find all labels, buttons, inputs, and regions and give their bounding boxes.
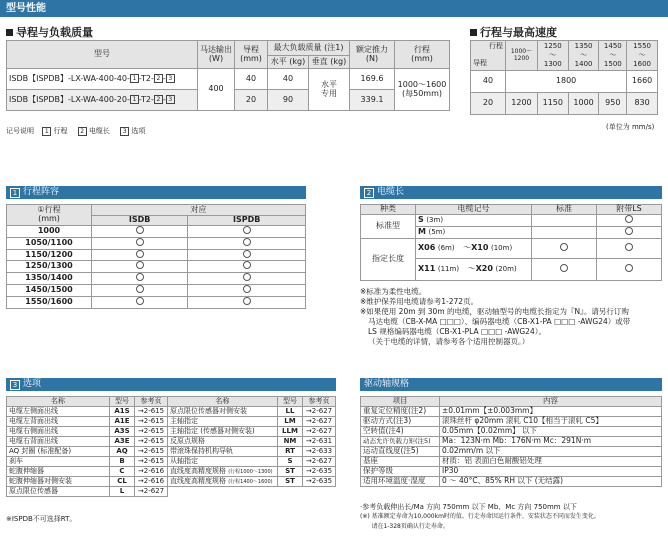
spec-item: 适用环境温度·湿度 (361, 477, 440, 487)
spec-item: 驱动方式(注3) (361, 417, 440, 427)
perf-h-motor: 马达输出 (W) (198, 41, 235, 69)
circle-icon (243, 226, 251, 234)
circle-icon (243, 285, 251, 293)
circle-icon (136, 226, 144, 234)
opt-name: 反原点规格 (168, 437, 278, 447)
speed-heading-text: 行程与最高速度 (480, 26, 557, 39)
stroke-row: 1450/1500 (7, 284, 92, 296)
cable-h-type: 种类 (361, 205, 416, 215)
opt-name: 从轴指定 (168, 457, 278, 467)
opt-code: B (110, 457, 135, 467)
cable-std-label: 标准型 (361, 215, 416, 239)
opt-code: L (110, 487, 135, 497)
opt-page: →2-627 (135, 487, 168, 497)
speed-r2-1: 1150 (537, 93, 568, 115)
stroke-h-isdb: ISDB (92, 216, 188, 226)
opt-name: 电缆右侧面出线 (7, 427, 110, 437)
opt-h-page: 参考页 (303, 397, 336, 407)
cable-h-std: 标准 (532, 205, 597, 215)
opt-page: →2-627 (303, 407, 336, 417)
opt-name: 电缆左背面出线 (7, 417, 110, 427)
spec-item: 重复定位精度(注2) (361, 407, 440, 417)
spec-item: 基座 (361, 457, 440, 467)
opt-name: 刹车 (7, 457, 110, 467)
speed-col-1: 1250 ～ 1300 (537, 41, 568, 71)
stroke-row: 1550/1600 (7, 296, 92, 308)
stroke-row: 1000 (7, 226, 92, 238)
circle-icon (136, 261, 144, 269)
spec-section-header: 驱动轴规格 (360, 378, 662, 391)
stroke-row: 1350/1400 (7, 273, 92, 285)
speed-unit: (单位为 mm/s) (606, 123, 655, 131)
cable-h-ls: 附带LS (597, 205, 662, 215)
opt-code: CL (110, 477, 135, 487)
options-section-header: 3 选项 (6, 378, 336, 391)
speed-r2-0: 1200 (506, 93, 538, 115)
perf-h-model: 型号 (7, 41, 198, 69)
perf-horiz-1: 40 (268, 69, 309, 90)
opt-page: →2-616 (135, 467, 168, 477)
opt-page: →2-616 (135, 477, 168, 487)
opt-page: →2-627 (303, 457, 336, 467)
page-title: 型号性能 (6, 3, 46, 14)
opt-code: S (278, 457, 303, 467)
opt-page: →2-615 (135, 427, 168, 437)
spec-item: 空转值(注4) (361, 427, 440, 437)
opt-code: LL (278, 407, 303, 417)
cable-x11-x20: X11 (11m) ～X20 (20m) (416, 258, 532, 280)
opt-name: AQ 封圈 (标准配备) (7, 447, 110, 457)
stroke-row: 1150/1200 (7, 249, 92, 261)
spec-h-content: 内容 (440, 397, 662, 407)
opt-code: ST (278, 477, 303, 487)
opt-page: →2-615 (135, 407, 168, 417)
spec-item: 动态允许负载力矩(注5) (361, 437, 440, 447)
spec-item: 保护等级 (361, 467, 440, 477)
opt-name: 原点限位传感器对侧安装 (168, 407, 278, 417)
spec-content: 0.02mm/m 以下 (440, 447, 662, 457)
opt-code: C (110, 467, 135, 477)
options-table (6, 396, 336, 497)
opt-code: A1E (110, 417, 135, 427)
circle-icon (625, 227, 633, 235)
spec-content: 0 ～ 40°C、85% RH 以下 (无结露) (440, 477, 662, 487)
page-title-bar (0, 0, 668, 17)
opt-name: 电缆右背面出线 (7, 437, 110, 447)
perf-horiz-2: 90 (268, 90, 309, 111)
opt-name: 直线度高精度规格 (行程1400～1600) (168, 477, 278, 487)
stroke-h-map: 对应 (92, 205, 306, 216)
spec-content: 材质：铝 表面白色耐酸铝处理 (440, 457, 662, 467)
speed-col-4: 1550 ～ 1600 (627, 41, 658, 71)
opt-code: AQ (110, 447, 135, 457)
opt-code: LM (278, 417, 303, 427)
cable-section-header: 2 电缆长 (360, 186, 662, 199)
cable-h-code: 电缆记号 (416, 205, 532, 215)
bullet-square-icon (470, 29, 477, 36)
perf-lead-1: 40 (235, 69, 268, 90)
speed-heading (470, 24, 557, 40)
cable-notes: ※标准为柔性电缆。 ※维护保养用电缆请参考1-272页。 ※如果使用 20m 到 30m 的电缆，驱动轴型号的电缆长指定为『N』。请另行订购 马达电缆（CB-X-MA □□□）、编码器电缆（CB-X1-PA □□□ -AWG24）或带 LS 规格编码器电缆（CB-X1-PLA □□□ -AWG24）。 （关于电缆的详情，请参考各个适用控制器页。） (360, 287, 631, 346)
stroke-section-header: 1 行程阵容 (6, 186, 306, 199)
perf-model-2: ISDB【ISPDB】-LX-WA-400-20- 1 -T2- 2 - 3 (7, 90, 198, 111)
spec-item: 运动直线度(注5) (361, 447, 440, 457)
perf-heading-text: 导程与负载质量 (16, 26, 93, 39)
opt-h-name: 名称 (168, 397, 278, 407)
bullet-square-icon (6, 29, 13, 36)
speed-corner: 行程 导程 (471, 41, 506, 71)
opt-page: →2-615 (135, 457, 168, 467)
perf-h-horiz: 水平 (kg) (268, 56, 309, 69)
circle-icon (136, 297, 144, 305)
perf-h-stroke: 行程 (mm) (395, 41, 450, 69)
opt-code: NM (278, 437, 303, 447)
cable-m: M (5m) (416, 226, 532, 238)
opt-page: →2-627 (303, 427, 336, 437)
cable-spec-label: 指定长度 (361, 238, 416, 280)
circle-icon (560, 264, 568, 272)
cable-x06-x10: X06 (6m) ～X10 (10m) (416, 238, 532, 258)
spec-content: IP30 (440, 467, 662, 477)
circle-icon (136, 250, 144, 258)
perf-stroke: 1000～1600 (每50mm) (395, 69, 450, 111)
perf-model-1: ISDB【ISPDB】-LX-WA-400-40- 1 -T2- 2 - 3 (7, 69, 198, 90)
opt-name: 原点限位传感器 (7, 487, 110, 497)
perf-h-thrust: 额定推力 (N) (350, 41, 395, 69)
spec-content: 滚珠丝杆 φ20mm 滚轧 C10【相当于滚轧 C5】 (440, 417, 662, 427)
opt-code: LLM (278, 427, 303, 437)
speed-col-3: 1450 ～ 1500 (599, 41, 627, 71)
speed-r1-lead: 40 (471, 71, 506, 93)
opt-code: A3S (110, 427, 135, 437)
spec-notes: ·参考负载伸出长/Ma 方向 750mm 以下 Mb、Mc 方向 750mm 以下 (※) 基准额定寿命为10,000km时的值。行走寿命因运行条件、安装状态不同而发生变化。 请在1-328页确认行走寿命。 (360, 503, 600, 530)
perf-vert: 水平 专用 (309, 69, 350, 111)
opt-code: A1S (110, 407, 135, 417)
speed-table (470, 40, 658, 115)
opt-page: →2-615 (135, 417, 168, 427)
circle-icon (243, 261, 251, 269)
speed-col-2: 1350 ～ 1400 (568, 41, 599, 71)
speed-col-0: 1000～ 1200 (506, 41, 538, 71)
stroke-row: 1250/1300 (7, 261, 92, 273)
perf-table (6, 40, 450, 111)
stroke-row: 1050/1100 (7, 237, 92, 249)
stroke-h-ispdb: ISPDB (188, 216, 306, 226)
stroke-h-stroke: ①行程 (mm) (7, 205, 92, 226)
perf-heading (6, 24, 93, 40)
stroke-table (6, 204, 306, 309)
opt-page: →2-633 (303, 447, 336, 457)
perf-lead-2: 20 (235, 90, 268, 111)
legend: 记号说明 1 行程 2 电缆长 3 选项 (6, 127, 146, 135)
spec-h-item: 项目 (361, 397, 440, 407)
circle-icon (136, 238, 144, 246)
opt-name: 蛇腹伸缩器对侧安装 (7, 477, 110, 487)
circle-icon (243, 273, 251, 281)
opt-page: →2-615 (135, 437, 168, 447)
opt-name: 带滚珠保持机构导轨 (168, 447, 278, 457)
speed-r1-a: 1800 (506, 71, 627, 93)
circle-icon (243, 250, 251, 258)
perf-thrust-1: 169.6 (350, 69, 395, 90)
cable-table (360, 204, 662, 281)
opt-h-code: 型号 (110, 397, 135, 407)
opt-page: →2-615 (135, 447, 168, 457)
opt-page: →2-631 (303, 437, 336, 447)
opt-h-page: 参考页 (135, 397, 168, 407)
circle-icon (560, 243, 568, 251)
opt-code: ST (278, 467, 303, 477)
opt-code: RT (278, 447, 303, 457)
circle-icon (243, 238, 251, 246)
opt-h-code: 型号 (278, 397, 303, 407)
opt-name: 主轴指定 (168, 417, 278, 427)
spec-content: ±0.01mm【±0.003mm】 (440, 407, 662, 417)
perf-thrust-2: 339.1 (350, 90, 395, 111)
circle-icon (136, 285, 144, 293)
speed-r2-3: 950 (599, 93, 627, 115)
spec-content: 0.05mm【0.02mm】 以下 (440, 427, 662, 437)
speed-r2-lead: 20 (471, 93, 506, 115)
perf-h-maxload: 最大负载质量 (注1) (268, 41, 350, 56)
cable-s: S (3m) (416, 215, 532, 227)
opt-h-name: 名称 (7, 397, 110, 407)
circle-icon (243, 297, 251, 305)
circle-icon (625, 243, 633, 251)
speed-r2-2: 1000 (568, 93, 599, 115)
opt-name: 蛇腹伸缩器 (7, 467, 110, 477)
opt-page: →2-635 (303, 467, 336, 477)
perf-motor: 400 (198, 69, 235, 111)
spec-content: Ma：123N·m Mb：176N·m Mc：291N·m (440, 437, 662, 447)
speed-r2-4: 830 (627, 93, 658, 115)
perf-h-lead: 导程 (mm) (235, 41, 268, 69)
speed-r1-b: 1660 (627, 71, 658, 93)
opt-code: A3E (110, 437, 135, 447)
opt-name: 直线度高精度规格 (行程1000～1300) (168, 467, 278, 477)
circle-icon (625, 264, 633, 272)
circle-icon (136, 273, 144, 281)
spec-table (360, 396, 662, 487)
opt-name: 电缆左侧面出线 (7, 407, 110, 417)
opt-name: 主轴指定 (传感器对侧安装) (168, 427, 278, 437)
perf-h-vert: 垂直 (kg) (309, 56, 350, 69)
opt-page: →2-635 (303, 477, 336, 487)
circle-icon (625, 215, 633, 223)
options-footnote: ※ISPDB不可选择RT。 (6, 515, 77, 523)
opt-page: →2-627 (303, 417, 336, 427)
